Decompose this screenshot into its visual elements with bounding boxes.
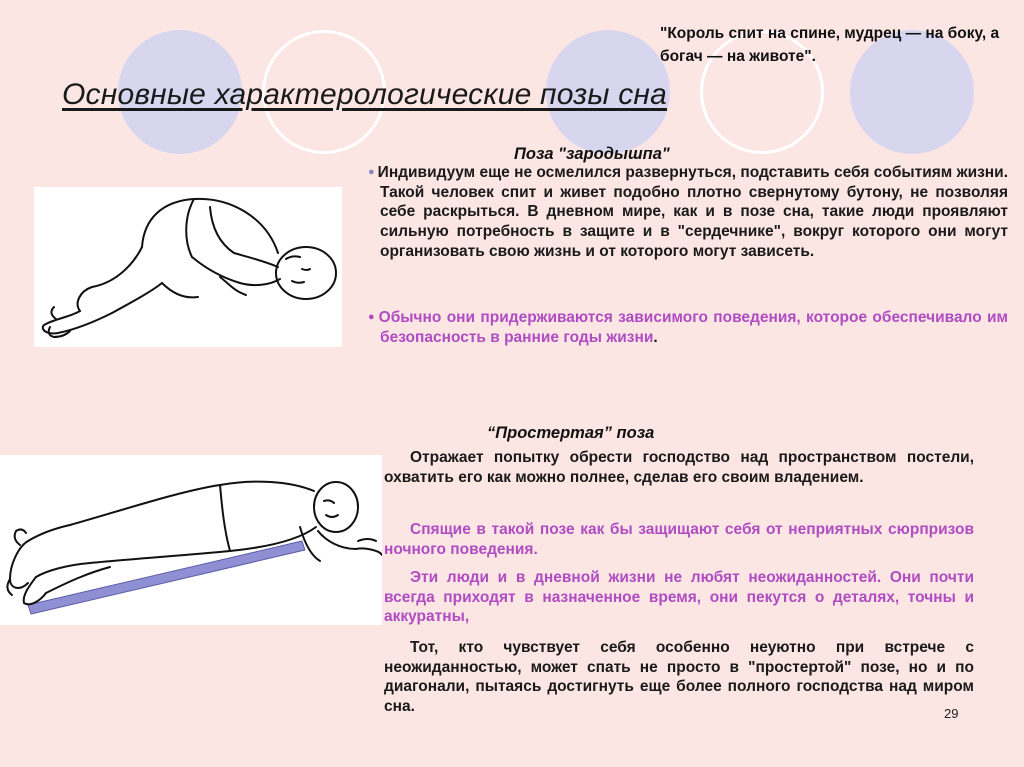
fetal-pose-panel xyxy=(34,187,342,347)
prone-pose-heading: “Простертая” поза xyxy=(487,424,655,442)
fetal-pose-heading: Поза "зародышпа" xyxy=(514,145,670,163)
bullet-icon: ● xyxy=(368,311,376,323)
prone-pose-paragraph-2: Спящие в такой позе как бы защищают себя от неприятных сюрпризов ночного поведения. xyxy=(384,521,974,558)
prone-pose-paragraph-4: Тот, кто чувствует себя особенно неуютно при встрече с неожиданностью, может спать не просто в "простертой" позе, но и по диагонали, пытаясь достигнуть еще более полного господства над миром сна. xyxy=(384,639,974,716)
prone-pose-illustration xyxy=(0,455,382,625)
page-title: Основные характерологические позы сна xyxy=(62,78,668,111)
fetal-pose-paragraph-2 xyxy=(368,308,1008,347)
fetal-pose-text-2: Обычно они придерживаются зависимого поведения, которое обеспечивало им безопасность в ранние годы жизни xyxy=(378,309,1008,346)
epigraph-quote: "Король спит на спине, мудрец — на боку, а богач — на животе". xyxy=(660,25,1000,65)
fetal-pose-illustration xyxy=(34,187,342,347)
page-number: 29 xyxy=(944,706,959,721)
bullet-icon: ● xyxy=(368,166,375,178)
prone-pose-panel xyxy=(0,455,382,625)
fetal-pose-paragraph-1 xyxy=(368,163,1008,262)
prone-pose-paragraph-1: Отражает попытку обрести господство над пространством постели, охватить его как можно полнее, сделав его своим владением. xyxy=(384,449,974,486)
fetal-pose-text-1: Индивидуум еще не осмелился развернуться, подставить себя событиям жизни. Такой человек спит и живет подобно плотно свернутому бутону, не позволяя себе раскрыться. В дневном мире, как и в позе сна, такие люди проявляют сильную потребность в защите и в "сердечнике", вокруг которого они могут организовать свою жизнь и от которого могут зависеть. xyxy=(377,164,1008,260)
prone-pose-paragraph-3: Эти люди и в дневной жизни не любят неожиданностей. Они почти всегда приходят в назначенное время, они пекутся о деталях, точны и аккуратны, xyxy=(384,569,974,626)
fetal-pose-text-2-period: . xyxy=(653,328,658,346)
